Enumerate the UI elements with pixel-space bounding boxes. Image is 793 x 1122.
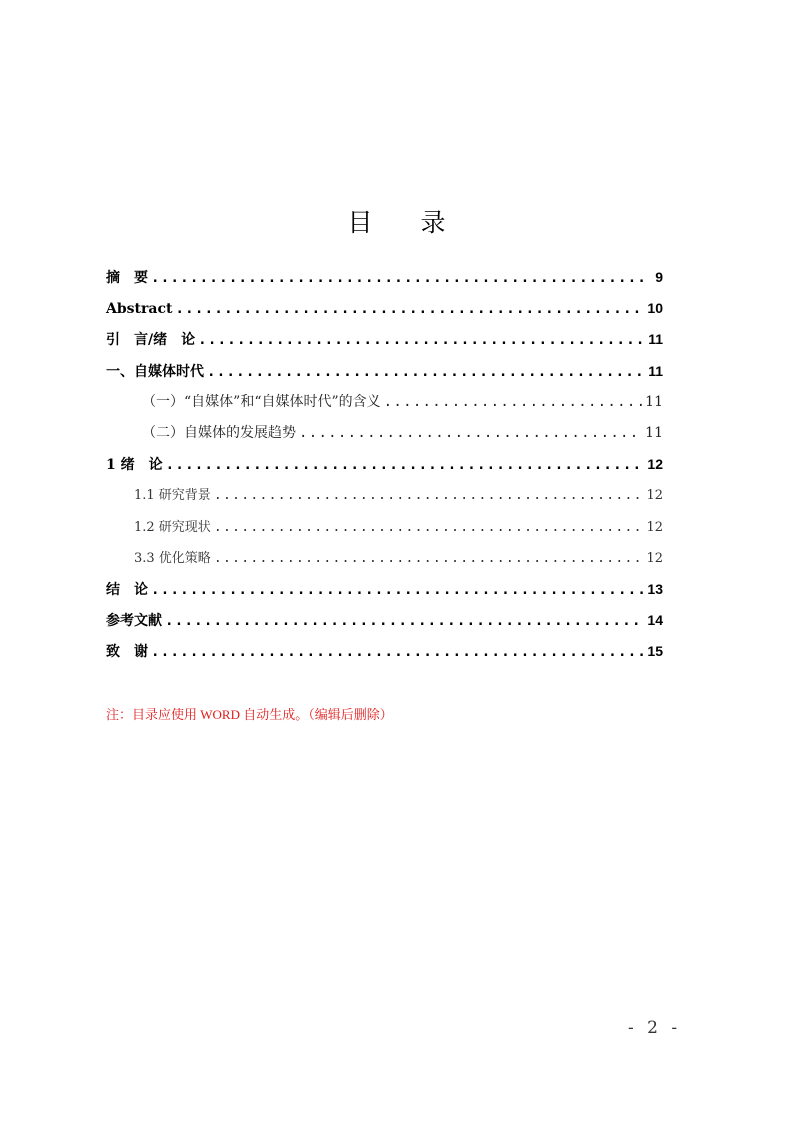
toc-entry-abstract-cn[interactable]: [106, 262, 663, 293]
toc-entry-acknowledgements[interactable]: [106, 636, 663, 667]
toc-leader-dots: [198, 325, 645, 356]
toc-entry-label: 3.3 优化策略: [134, 550, 211, 566]
toc-entry-preface[interactable]: [106, 449, 663, 480]
toc-entry-page: 13: [647, 580, 663, 597]
toc-entry-page: 11: [645, 393, 663, 410]
toc-entry-label: 1.2 研究现状: [134, 519, 211, 535]
toc-leader-dots: [214, 512, 644, 543]
toc-entry-page: 11: [645, 424, 663, 441]
toc-entry-introduction[interactable]: [106, 324, 663, 355]
toc-leader-dots: [214, 543, 644, 574]
toc-entry-label: 一、自媒体时代: [106, 363, 204, 380]
toc-entry-page: 9: [655, 269, 663, 285]
toc-entry-section-1-2[interactable]: [106, 418, 663, 449]
toc-entry-page: 12: [646, 488, 663, 504]
toc-entry-chapter-1[interactable]: [106, 356, 663, 387]
toc-entry-page: 14: [647, 612, 663, 629]
toc-entry-page: 12: [646, 519, 663, 535]
toc-entry-label: 1.1 研究背景: [134, 488, 211, 504]
page-number: - 2 -: [628, 1018, 682, 1038]
toc-leader-dots: [151, 263, 646, 294]
toc-entry-label: 1 绪 论: [106, 457, 163, 474]
table-of-contents: [106, 262, 663, 667]
toc-entry-research-status[interactable]: [106, 512, 663, 543]
toc-entry-research-background[interactable]: [106, 480, 663, 511]
toc-entry-page: 10: [647, 300, 663, 317]
toc-entry-optimization[interactable]: [106, 543, 663, 574]
toc-entry-label: （二）自媒体的发展趋势: [142, 424, 296, 441]
toc-leader-dots: [166, 450, 645, 481]
toc-entry-abstract-en[interactable]: [106, 293, 663, 324]
toc-entry-section-1-1[interactable]: [106, 387, 663, 418]
editor-note: 注：目录应使用 WORD 自动生成。（编辑后删除）: [106, 707, 393, 722]
toc-entry-label: 引 言/绪 论: [106, 332, 196, 349]
toc-entry-references[interactable]: [106, 605, 663, 636]
toc-leader-dots: [165, 606, 644, 637]
toc-entry-page: 11: [648, 331, 663, 348]
toc-entry-conclusion[interactable]: [106, 574, 663, 605]
toc-entry-page: 15: [647, 643, 663, 660]
toc-title: 目 录: [347, 208, 466, 237]
toc-entry-label: 结 论: [106, 581, 148, 598]
toc-leader-dots: [214, 480, 644, 511]
toc-entry-page: 12: [647, 456, 663, 473]
toc-leader-dots: [207, 357, 645, 388]
toc-entry-page: 11: [648, 362, 663, 379]
toc-leader-dots: [384, 387, 643, 418]
toc-leader-dots: [299, 418, 642, 449]
toc-leader-dots: [151, 637, 644, 668]
toc-entry-label: 摘 要: [106, 270, 148, 286]
toc-leader-dots: [175, 294, 644, 325]
toc-entry-label: 参考文献: [106, 613, 162, 630]
toc-entry-label: （一）“自媒体”和“自媒体时代”的含义: [142, 393, 381, 410]
toc-entry-label: Abstract: [106, 301, 173, 318]
toc-leader-dots: [151, 575, 644, 606]
toc-entry-page: 12: [646, 550, 663, 566]
toc-entry-label: 致 谢: [106, 644, 148, 661]
